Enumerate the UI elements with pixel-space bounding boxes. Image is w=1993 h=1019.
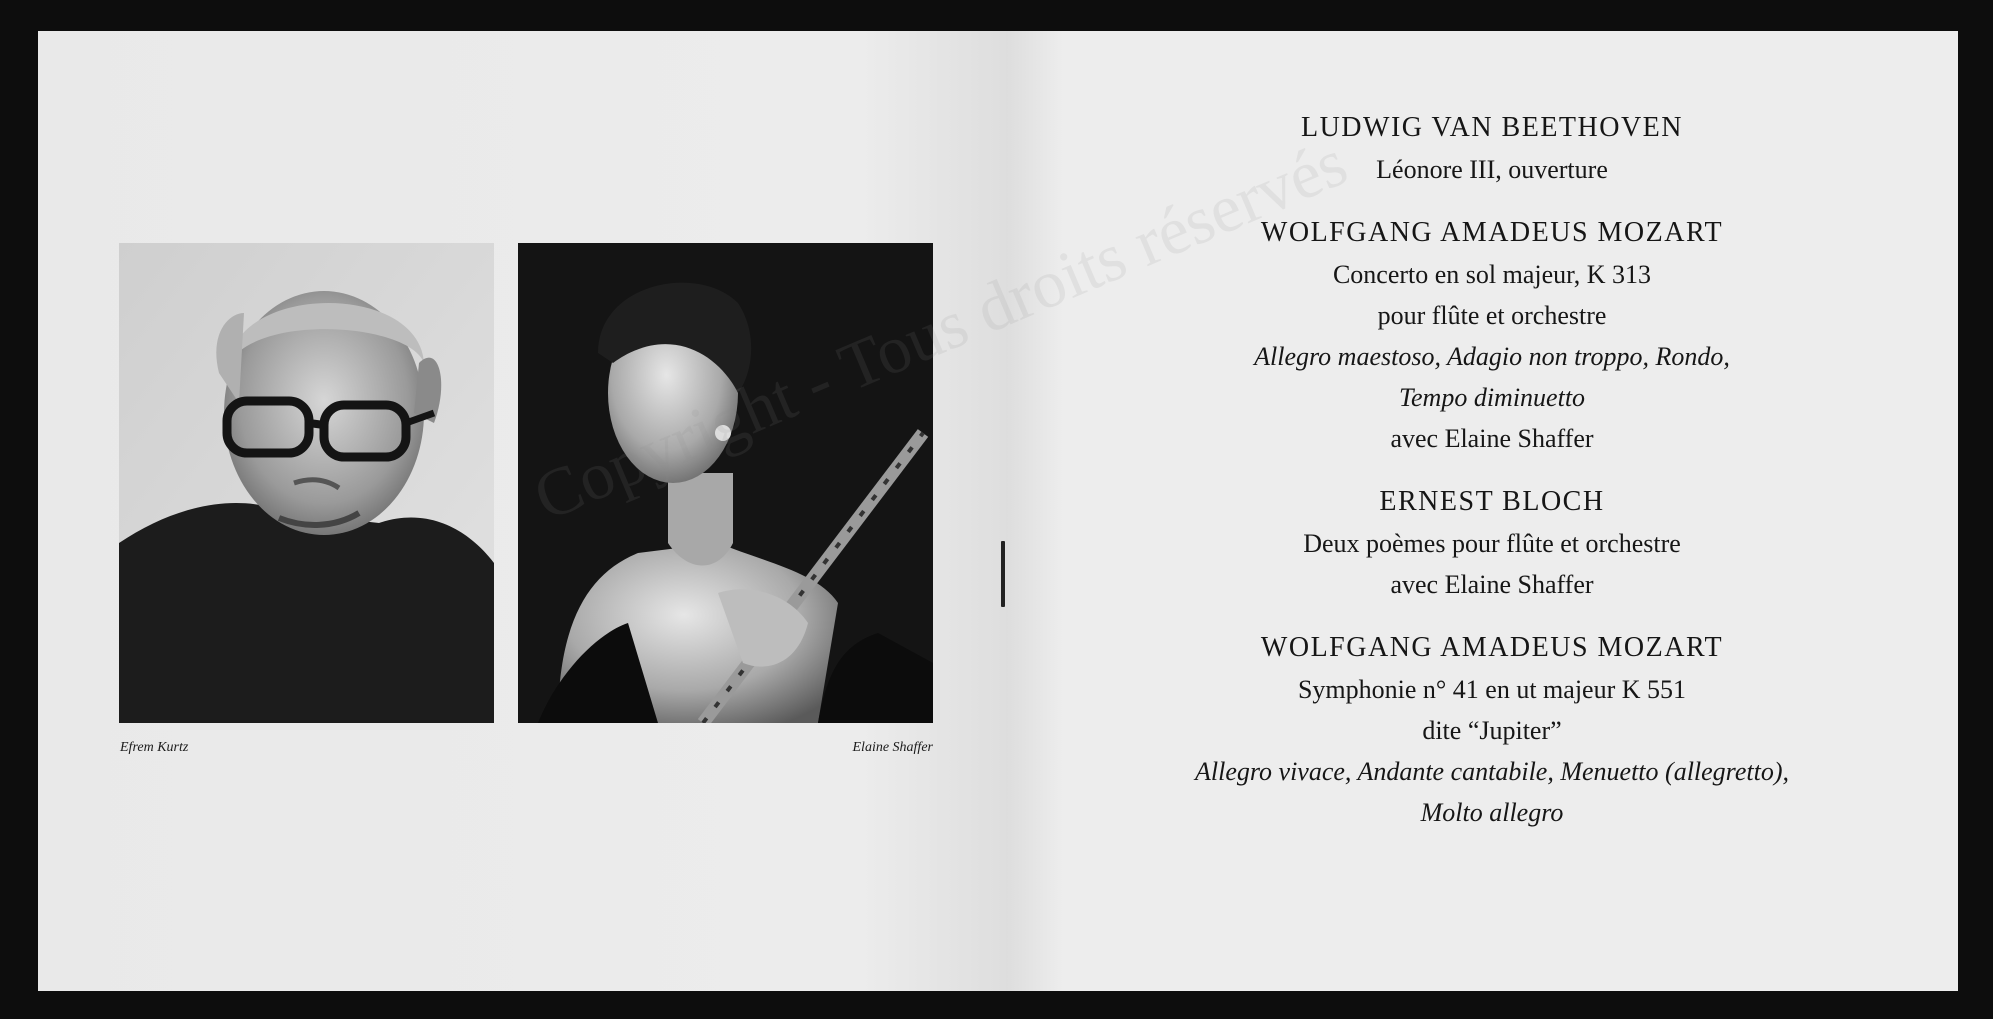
photo-efrem-kurtz — [119, 243, 494, 723]
piece-line: dite “Jupiter” — [1422, 716, 1562, 745]
composer-name: LUDWIG VAN BEETHOVEN — [1300, 112, 1684, 143]
movement-line: Tempo diminuetto — [1398, 383, 1586, 412]
caption-elaine-shaffer: Elaine Shaffer — [852, 740, 933, 755]
soloist-line: avec Elaine Shaffer — [1390, 570, 1594, 599]
piece-line: Deux poèmes pour flûte et orchestre — [1303, 529, 1681, 558]
program-piece — [1076, 627, 1908, 833]
soloist-line: avec Elaine Shaffer — [1390, 424, 1594, 453]
piece-line: Concerto en sol majeur, K 313 — [1332, 260, 1652, 289]
piece-line: Léonore III, ouverture — [1376, 155, 1608, 184]
staple — [1001, 541, 1005, 607]
right-page — [1006, 31, 1958, 991]
left-page — [38, 31, 1006, 991]
composer-name: ERNEST BLOCH — [1379, 486, 1605, 517]
portrait-woman-flute-icon — [518, 243, 933, 723]
program-piece — [1076, 212, 1908, 459]
composer-name: WOLFGANG AMADEUS MOZART — [1260, 632, 1724, 663]
photo-elaine-shaffer — [518, 243, 933, 723]
program-piece — [1076, 481, 1908, 605]
movement-line: Allegro vivace, Andante cantabile, Menuetto (allegretto), — [1195, 757, 1789, 786]
booklet-spread — [38, 31, 1958, 991]
movement-line: Allegro maestoso, Adagio non troppo, Rondo, — [1254, 342, 1730, 371]
movement-line: Molto allegro — [1420, 798, 1564, 827]
program-piece — [1076, 107, 1908, 190]
caption-efrem-kurtz: Efrem Kurtz — [120, 740, 189, 755]
piece-line: pour flûte et orchestre — [1377, 301, 1607, 330]
piece-line: Symphonie n° 41 en ut majeur K 551 — [1297, 675, 1687, 704]
concert-program — [1076, 107, 1908, 855]
composer-name: WOLFGANG AMADEUS MOZART — [1260, 217, 1724, 248]
portrait-man-glasses-icon — [119, 243, 494, 723]
